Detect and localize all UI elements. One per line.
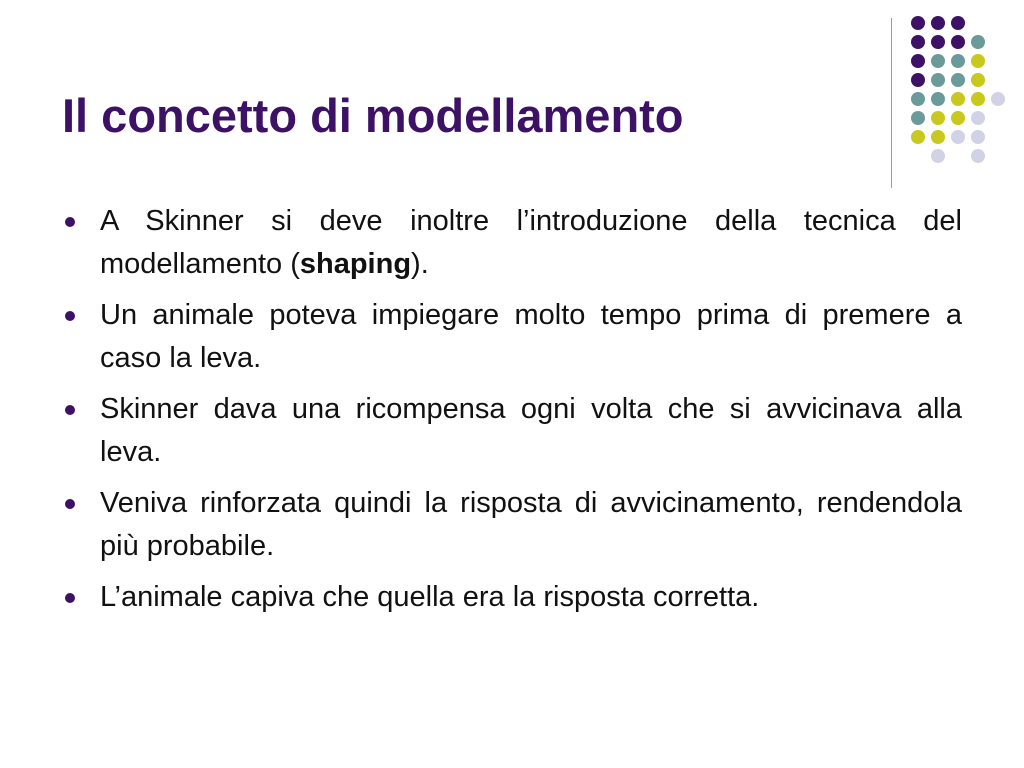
bullet-list — [62, 200, 962, 627]
decor-dot — [971, 130, 985, 144]
bullet-item — [62, 294, 962, 380]
decor-dot — [951, 54, 965, 68]
decor-dot — [991, 92, 1005, 106]
bullet-text: Veniva rinforzata quindi la risposta di avvicinamento, rendendola più probabile. — [100, 487, 962, 562]
decor-dot — [911, 73, 925, 87]
decor-dot — [911, 130, 925, 144]
decor-dot — [931, 149, 945, 163]
decor-dot — [971, 149, 985, 163]
bullet-marker-icon — [65, 499, 75, 509]
decor-dot — [951, 92, 965, 106]
decor-dot — [931, 54, 945, 68]
decor-dot — [911, 35, 925, 49]
bullet-item — [62, 200, 962, 286]
bullet-marker-icon — [65, 593, 75, 603]
bullet-item — [62, 576, 962, 619]
bullet-keyword: shaping — [299, 248, 412, 280]
bullet-text: L’animale capiva che quella era la risposta corretta. — [100, 581, 760, 613]
bullet-text: Un animale poteva impiegare molto tempo prima di premere a caso la leva. — [100, 299, 962, 374]
bullet-marker-icon — [65, 217, 75, 227]
decor-dot — [951, 16, 965, 30]
decor-dot — [971, 111, 985, 125]
decor-dot — [931, 16, 945, 30]
decor-dot — [951, 73, 965, 87]
decor-dot — [951, 35, 965, 49]
decor-dot — [931, 130, 945, 144]
decor-dot — [911, 54, 925, 68]
decor-dot — [951, 130, 965, 144]
bullet-item — [62, 482, 962, 568]
decor-dot — [971, 73, 985, 87]
bullet-text: Skinner dava una ricompensa ogni volta che si avvicinava alla leva. — [100, 393, 962, 468]
bullet-marker-icon — [65, 311, 75, 321]
decor-dot — [911, 16, 925, 30]
decor-dot — [931, 111, 945, 125]
decorative-dot-grid — [0, 0, 1024, 200]
bullet-text-end: ). — [411, 248, 429, 280]
bullet-item — [62, 388, 962, 474]
decor-dot — [951, 111, 965, 125]
decor-dot — [931, 73, 945, 87]
decor-dot — [971, 92, 985, 106]
decor-dot — [931, 35, 945, 49]
decor-dot — [971, 35, 985, 49]
bullet-text: A Skinner si deve inoltre l’introduzione della tecnica del modellamento ( — [100, 205, 962, 280]
decor-dot — [971, 54, 985, 68]
decor-dot — [931, 92, 945, 106]
decor-dot — [911, 92, 925, 106]
slide-title: Il concetto di modellamento — [62, 89, 684, 142]
decor-dot — [911, 111, 925, 125]
bullet-marker-icon — [65, 405, 75, 415]
